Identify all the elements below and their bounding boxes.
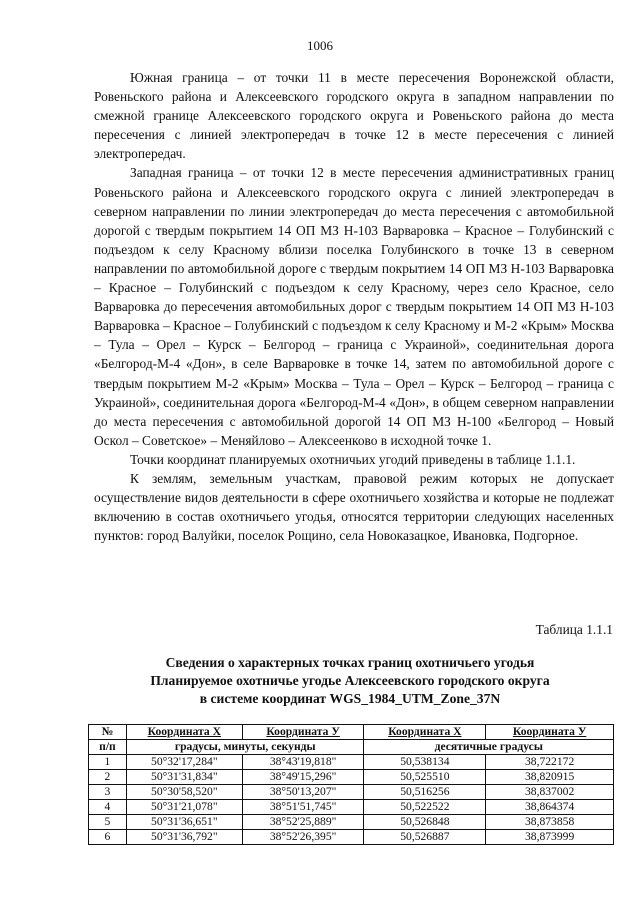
cell-y-dms: 38°51'51,745" bbox=[242, 800, 364, 815]
cell-num: 4 bbox=[89, 800, 127, 815]
page-number: 1006 bbox=[307, 38, 333, 53]
table-title bbox=[90, 654, 610, 708]
cell-y-dms: 38°49'15,296" bbox=[242, 770, 364, 785]
cell-x-dms: 50°31'21,078" bbox=[126, 800, 242, 815]
paragraph-west-border: Западная граница – от точки 12 в месте пересечения административных границ Ровеньского района и Алексеевского городского округа с линией электропередач в северном направлении по линии электропередач до места пересечения с автомобильной дорогой с твердым покрытием 14 ОП МЗ Н-103 Варваровка – Красное – Голубинский с подъездом к селу Красному вблизи поселка Голубинского в точке 13 в северном направлении по автомобильной дороге с твердым покрытием 14 ОП МЗ Н-103 Варваровка – Красное – Голубинский с подъездом к селу Красному, через село Красное, село Варваровка до пересечения автомобильных дорог с твердым покрытием 14 ОП МЗ Н-103 Варваровка – Красное – Голубинский с подъездом к селу Красному и М-2 «Крым» Москва – Тула – Орел – Курск – Белгород – граница с Украиной», соединительная дорога «Белгород-М-4 «Дон», в селе Варваровке в точке 14, затем по автомобильной дороге с твердым покрытием М-2 «Крым» Москва – Тула – Орел – Курск – Белгород – граница с Украиной», соединительная дорога «Белгород-М-4 «Дон», в общем северном направлении до места пересечения с автомобильной дорогой 14 ОП МЗ Н-100 «Белгород – Новый Оскол – Советское» – Меняйлово – Алексеенково в исходной точке 1. bbox=[94, 165, 614, 448]
paragraph-south-border: Южная граница – от точки 11 в месте пересечения Воронежской области, Ровеньского района и Алексеевского городского округа в западном направлении по смежной границе Алексеевского городского округа и Ровеньского района до места пересечения с линией электропередач в точке 12 в месте пересечения с линией электропередач. bbox=[94, 70, 614, 162]
cell-y-dms: 38°43'19,818" bbox=[242, 755, 364, 770]
cell-y-dms: 38°52'25,889" bbox=[242, 815, 364, 830]
table-row bbox=[89, 815, 614, 830]
cell-y-dec: 38,837002 bbox=[486, 785, 614, 800]
table-title-line: Сведения о характерных точках границ охотничьего угодья bbox=[165, 655, 535, 670]
table-row bbox=[89, 770, 614, 785]
table-row bbox=[89, 830, 614, 845]
table-body bbox=[89, 755, 614, 845]
header-dms-units: градусы, минуты, секунды bbox=[126, 740, 364, 755]
header-x-dms: Координата X bbox=[126, 725, 242, 740]
table-title-line: в системе координат WGS_1984_UTM_Zone_37N bbox=[199, 691, 501, 706]
cell-x-dec: 50,526887 bbox=[364, 830, 486, 845]
coordinates-table bbox=[88, 724, 614, 845]
cell-x-dec: 50,526848 bbox=[364, 815, 486, 830]
cell-num: 1 bbox=[89, 755, 127, 770]
table-row bbox=[89, 785, 614, 800]
cell-num: 3 bbox=[89, 785, 127, 800]
cell-x-dec: 50,522522 bbox=[364, 800, 486, 815]
table-row bbox=[89, 755, 614, 770]
cell-x-dec: 50,525510 bbox=[364, 770, 486, 785]
table-header-row bbox=[89, 725, 614, 740]
cell-y-dms: 38°52'26,395" bbox=[242, 830, 364, 845]
cell-x-dms: 50°30'58,520" bbox=[126, 785, 242, 800]
header-x-dec: Координата X bbox=[364, 725, 486, 740]
cell-x-dms: 50°31'36,792" bbox=[126, 830, 242, 845]
cell-x-dms: 50°32'17,284" bbox=[126, 755, 242, 770]
cell-y-dec: 38,722172 bbox=[486, 755, 614, 770]
body-text bbox=[94, 68, 614, 545]
cell-x-dec: 50,538134 bbox=[364, 755, 486, 770]
table-row bbox=[89, 800, 614, 815]
table-label: Таблица 1.1.1 bbox=[535, 622, 613, 637]
cell-y-dec: 38,873858 bbox=[486, 815, 614, 830]
cell-y-dec: 38,864374 bbox=[486, 800, 614, 815]
cell-y-dec: 38,873999 bbox=[486, 830, 614, 845]
paragraph-table-reference: Точки координат планируемых охотничьих угодий приведены в таблице 1.1.1. bbox=[130, 451, 576, 467]
cell-x-dec: 50,516256 bbox=[364, 785, 486, 800]
header-num: № bbox=[89, 725, 127, 740]
cell-num: 6 bbox=[89, 830, 127, 845]
cell-y-dec: 38,820915 bbox=[486, 770, 614, 785]
header-dec-units: десятичные градусы bbox=[364, 740, 614, 755]
table-title-line: Планируемое охотничье угодье Алексеевского городского округа bbox=[150, 673, 550, 688]
cell-x-dms: 50°31'36,651" bbox=[126, 815, 242, 830]
paragraph-excluded-lands: К землям, земельным участкам, правовой режим которых не допускает осуществление видов деятельности в сфере охотничьего хозяйства и которые не подлежат включению в состав охотничьего угодья, относятся территории следующих населенных пунктов: город Валуйки, поселок Рощино, села Новоказацкое, Ивановка, Подгорное. bbox=[94, 470, 614, 544]
header-num-sub: п/п bbox=[89, 740, 127, 755]
cell-num: 5 bbox=[89, 815, 127, 830]
table-units-row bbox=[89, 740, 614, 755]
header-y-dec: Координата У bbox=[486, 725, 614, 740]
cell-y-dms: 38°50'13,207" bbox=[242, 785, 364, 800]
cell-x-dms: 50°31'31,834" bbox=[126, 770, 242, 785]
header-y-dms: Координата У bbox=[242, 725, 364, 740]
cell-num: 2 bbox=[89, 770, 127, 785]
